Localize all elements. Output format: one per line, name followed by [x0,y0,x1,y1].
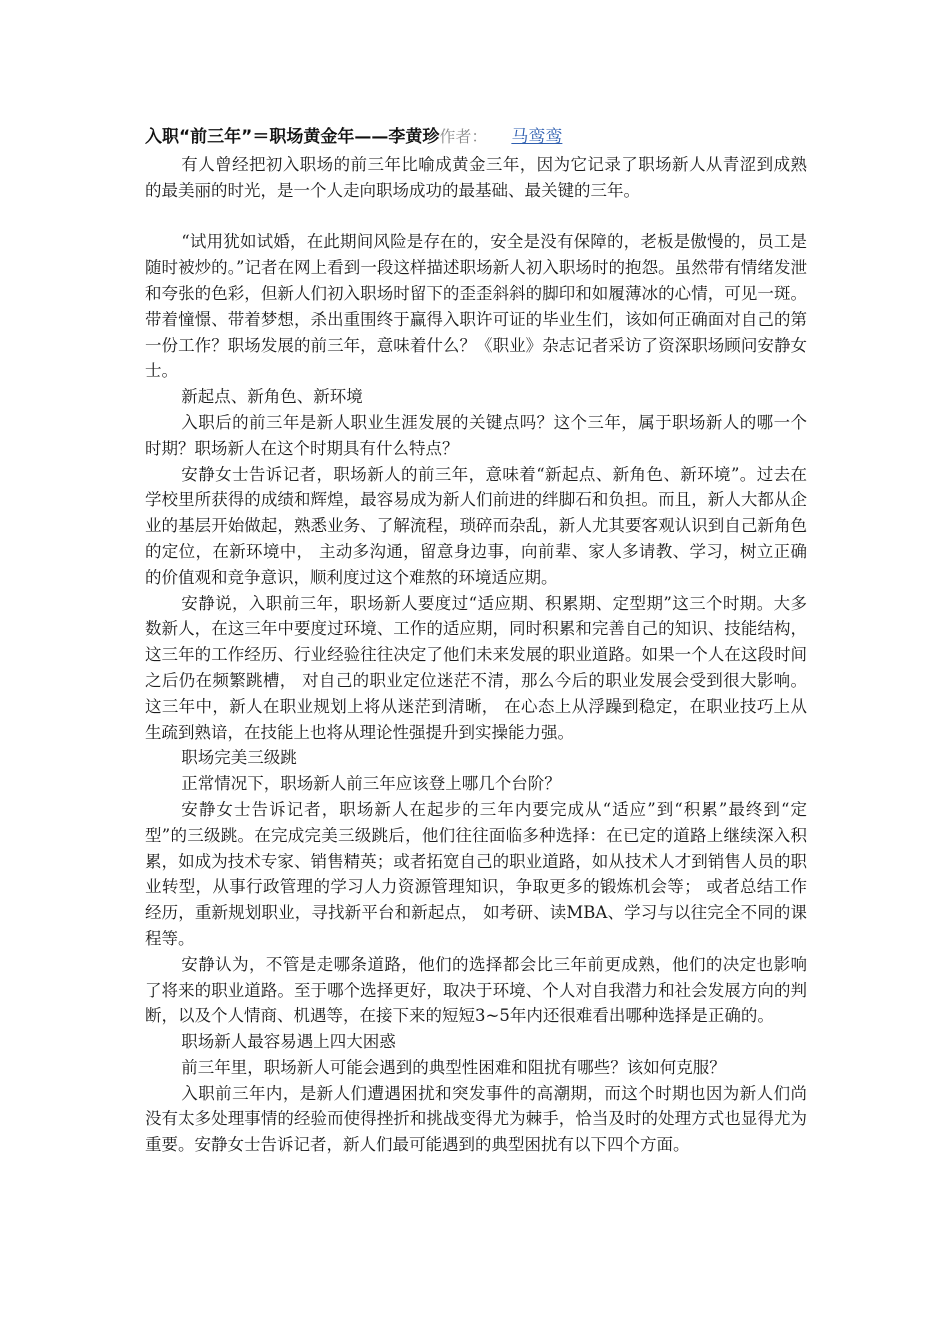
document-page [145,122,807,1158]
paragraph-answer-3: 入职前三年内，是新人们遭遇困扰和突发事件的高潮期，而这个时期也因为新人们尚没有太多处理事情的经验而使得挫折和挑战变得尤为棘手，恰当及时的处理方式也显得尤为重要。安静女士告诉记者，新人们最可能遇到的典型困扰有以下四个方面。 [145,1083,807,1155]
article-title-line [145,122,807,152]
paragraph-question-2: 正常情况下，职场新人前三年应该登上哪几个台阶？ [181,774,561,794]
section-heading-three-jumps: 职场完美三级跳 [181,748,297,768]
paragraph-question-1: 入职后的前三年是新人职业生涯发展的关键点吗？这个三年，属于职场新人的哪一个时期？职场新人在这个时期具有什么特点？ [145,412,807,458]
paragraph-intro: 有人曾经把初入职场的前三年比喻成黄金三年，因为它记录了职场新人从青涩到成熟的最美丽的时光，是一个人走向职场成功的最基础、最关键的三年。 [145,155,807,200]
paragraph-answer-2: 安静女士告诉记者，职场新人在起步的三年内要完成从“适应”到“积累”最终到“定型”的三级跳。在完成完美三级跳后，他们往往面临多种选择：在已定的道路上继续深入积累，如成为技术专家、销售精英；或者拓宽自己的职业道路，如从技术人才到销售人员的职业转型，从事行政管理的学习人力资源管理知识，争取更多的锻炼机会等； 或者总结工作经历，重新规划职业，寻找新平台和新起点， 如考研、读MBA、学习与以往完全不同的课程等。 [145,799,807,948]
blank-line [145,204,807,230]
paragraph-choices: 安静认为，不管是走哪条道路，他们的选择都会比三年前更成熟，他们的决定也影响了将来的职业道路。至于哪个选择更好，取决于环境、个人对自我潜力和社会发展方向的判断，以及个人情商、机遇等，在接下来的短短3~5年内还很难看出哪种选择是正确的。 [145,954,807,1026]
author-label: 作者： [439,127,488,146]
section-heading-new-start: 新起点、新角色、新环境 [181,387,363,407]
author-link[interactable]: 马鸾鸾 [511,127,563,147]
paragraph-three-periods: 安静说，入职前三年，职场新人要度过“适应期、积累期、定型期”这三个时期。大多数新人，在这三年中要度过环境、工作的适应期，同时积累和完善自己的知识、技能结构，这三年的工作经历、行业经验往往决定了他们未来发展的职业道路。如果一个人在这段时间之后仍在频繁跳槽， 对自己的职业定位迷茫不清，那么今后的职业发展会受到很大影响。这三年中，新人在职业规划上将从迷茫到清晰， 在心态上从浮躁到稳定，在职业技巧上从生疏到熟谙，在技能上也将从理论性强提升到实操能力强。 [145,593,807,742]
paragraph-quote: “试用犹如试婚，在此期间风险是存在的，安全是没有保障的，老板是傲慢的，员工是随时被炒的。”记者在网上看到一段这样描述职场新人初入职场时的抱怨。虽然带有情绪发泄和夸张的色彩，但新人们初入职场时留下的歪歪斜斜的脚印和如履薄冰的心情，可见一斑。带着憧憬、带着梦想，杀出重围终于赢得入职许可证的毕业生们，该如何正确面对自己的第一份工作？职场发展的前三年，意味着什么？《职业》杂志记者采访了资深职场顾问安静女士。 [145,232,807,381]
paragraph-answer-1: 安静女士告诉记者，职场新人的前三年，意味着“新起点、新角色、新环境”。过去在学校里所获得的成绩和辉煌，最容易成为新人们前进的绊脚石和负担。而且，新人大都从企业的基层开始做起，熟悉业务、了解流程，琐碎而杂乱，新人尤其要客观认识到自己新角色的定位，在新环境中， 主动多沟通，留意身边事，向前辈、家人多请教、学习，树立正确的价值观和竞争意识，顺利度过这个难熬的环境适应期。 [145,464,807,587]
section-heading-four-confusions: 职场新人最容易遇上四大困惑 [181,1032,396,1052]
article-title: 入职“前三年”＝职场黄金年——李黄珍 [145,127,440,147]
paragraph-question-3: 前三年里，职场新人可能会遇到的典型性困难和阻扰有哪些？该如何克服？ [181,1057,726,1077]
